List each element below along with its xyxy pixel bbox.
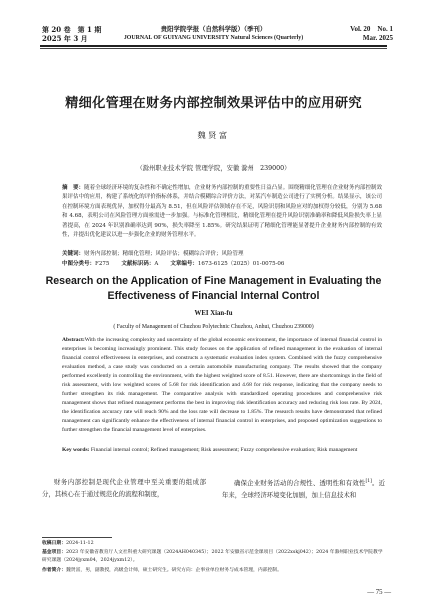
article-number-value: 1673-6125（2025）01-0075-06 [197,261,285,267]
keywords-cn [62,250,382,259]
doc-code-label: 文献标识码： [121,261,155,267]
affiliation-cn: （滁州职业技术学院 管理学院，安徽 滁州 239000） [136,165,291,172]
keywords-label-en: Key words: [62,447,90,453]
footnote-rule [42,537,112,538]
received-label: 收稿日期： [42,540,66,546]
body-right-text-2: 。近年来，全球经济环境变化加剧，加上信息技术和 [222,479,386,500]
body-column-right [222,476,385,502]
date-en: Mar. 2025 [362,34,393,42]
abstract-text-cn: 随着全球经济环境的复杂性和不确定性增加，企业财务内部控制的重要性日益凸显。围绕精细化管理在企业财务内部控制效果评估中的应用，构建了系统化的评价指标体系，并结合模糊综合评价方法，对某汽车制造公司进行了实例分析。结果显示，该公司在控制环境方面表现优异，加权得分最高为 8.51，但在风险评估领域存在不足，风险识别和风险应对的加权得分较低，分别为 5.68 和 4.68，表明公司在风险管理方面亟需进一步加强。与标准化管理相比，精细化管理在提升风险识别准确率和降低风险损失率上显著提高，在 2024 年识别准确率达到 90%，损失率降至 1.85%。研究结果证明了精细化管理能显著提升企业财务内部控制的有效性，并提出优化建议以进一步强化企业的财务管理水平。 [62,185,382,239]
fund-text: 2023 年安徽省教育厅人文社科重大研究课题（2024AH040345）；2022 年安徽省示范金课项目（2022xskj042）；2024 年滁州职业技术学院教学研究课题（2024jyxm04，2024jyxm12）。 [42,550,383,563]
clc-label: 中图分类号： [62,261,96,267]
citation-ref: [1] [365,479,372,484]
abstract-en [62,336,382,434]
abstract-label-cn: 摘 要： [62,185,85,191]
body-column-left: 财务内部控制是现代企业管理中至关重要的组成部分，其核心在于通过规范化的流程和制度， [42,478,206,499]
volume-issue-cn: 第 20 卷 第 1 期 [42,25,102,34]
abstract-text-en: With the increasing complexity and uncertainty of the global economic environment, the importance of internal financial control in enterprises is becoming increasingly prominent. This study focuses on the application of refined management in the evaluation of internal financial control effectiveness in enterprises, and constructs a systematic evaluation index system. Combined with the fuzzy comprehensive evaluation method, a case study was conducted on a certain automobile manufacturing company. The results showed that the company performed excellently in controlling the environment, with the highest weighted score of 8.51. However, there are shortcomings in the field of risk assessment, with low weighted scores of 5.68 for risk identification and 4.68 for risk response, indicating that the company needs to further strengthen its risk management. The comparative analysis with standardized operating procedures and comprehensive risk management shows that refined management performs the best in improving risk identification accuracy and reducing risk loss rate. By 2024, the identification accuracy rate will reach 90% and the loss rate will decrease to 1.85%. The research results have demonstrated that refined management can significantly enhance the effectiveness of internal financial control in enterprises, and proposed optimization suggestions to further strengthen the financial management level of enterprises. [62,337,382,433]
keywords-en [62,446,382,455]
abstract-cn [62,184,382,240]
fund-label: 基金项目： [42,549,66,555]
article-number-label: 文章编号： [170,261,198,267]
header-rule-thin [40,48,387,49]
abstract-label-en: Abstract: [62,337,85,343]
journal-name-cn: 贵阳学院学报（自然科学版）（季刊） [160,25,267,33]
article-title-cn: 精细化管理在财务内部控制效果评估中的应用研究 [65,96,362,111]
keywords-label-cn: 关键词： [62,251,85,257]
author-cn: 魏贤富 [197,130,230,140]
journal-name-en: JOURNAL OF GUIYANG UNIVERSITY Natural Sciences (Quarterly) [123,34,304,41]
header-journal [90,25,337,42]
bio-label: 作者简介： [42,567,66,573]
affiliation-en: ( Faculty of Management of Chuzhou Polytechnic Chuzhou, Anhui, Chuzhou 239000) [113,324,314,330]
doc-code-value: A [154,261,159,267]
volume-issue-en: Vol. 20 No. 1 [350,25,393,33]
received-date: 2024-11-12 [66,541,94,546]
clc-value: F275 [95,261,110,267]
classification-line [62,260,382,269]
keywords-text-cn: 财务内部控制；精细化管理；风险评估；模糊综合评价；风险管理 [84,251,244,257]
article-title-en: Research on the Application of Fine Management in Evaluating the Effectiveness of Financial Internal Control [45,275,382,302]
footnote-fund [42,549,387,564]
header-rule-thick [40,45,387,47]
page-number: — 75 — [367,589,391,596]
header-volume-en [350,25,393,43]
bio-text: 魏贤富，男，副教授，高级会计师，硕士研究生。研究方向：企事业单位财务与成本管理，内部控制。 [66,568,282,573]
date-cn: 2025 年 3 月 [42,34,88,43]
body-right-text: 确保企业财务活动的合规性、透明性和有效性 [234,479,366,488]
author-en: WEI Xian-fu [194,310,233,317]
footnote-received [42,540,387,548]
footnote-bio [42,567,387,575]
keywords-text-en: Financial internal control; Refined management; Risk assessment; Fuzzy comprehensive evaluation; Risk management [90,447,358,453]
